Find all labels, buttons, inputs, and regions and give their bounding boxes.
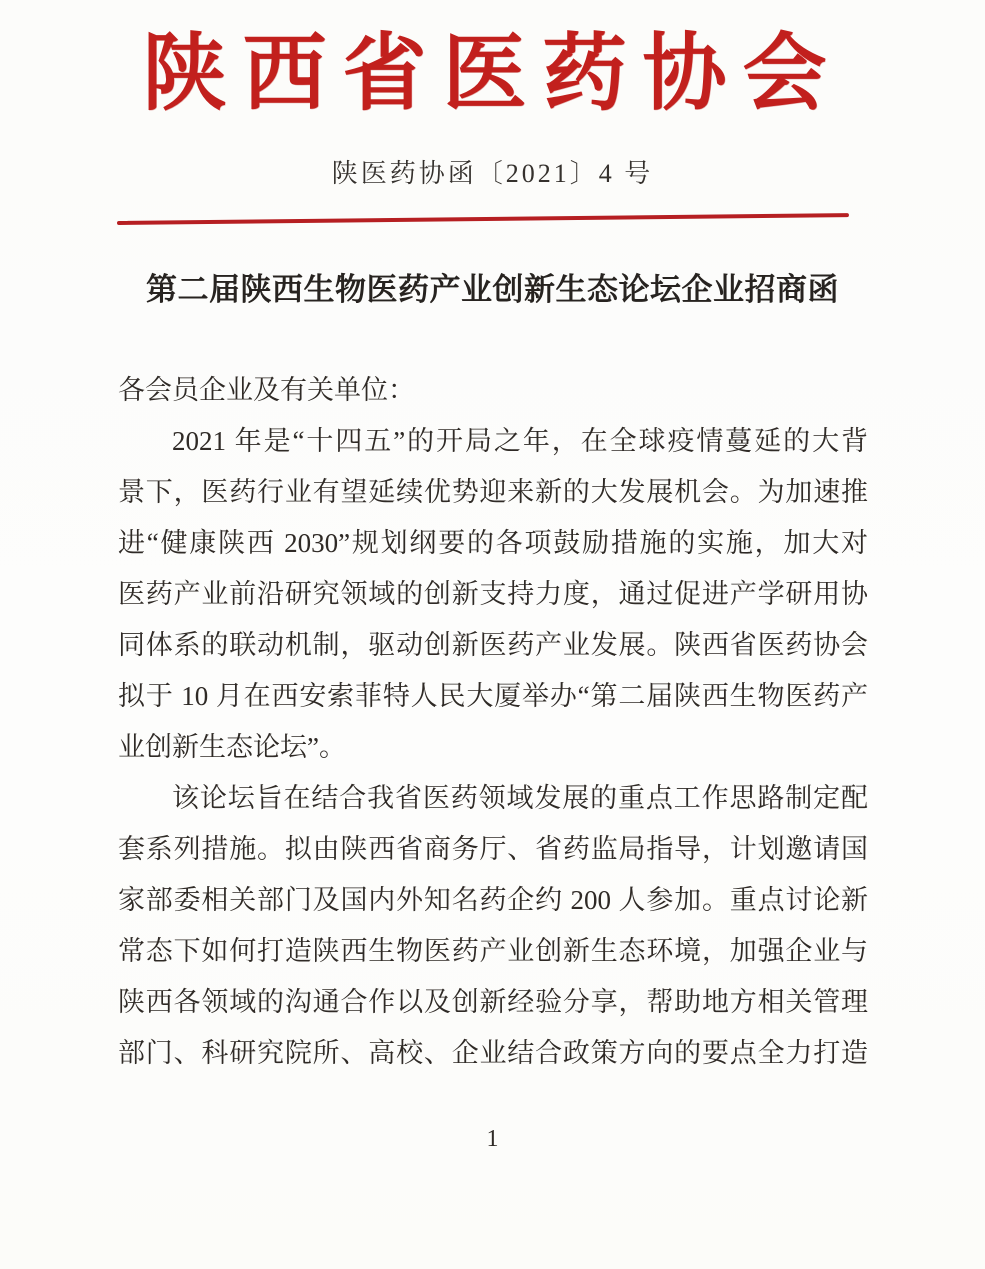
letter-body [118,365,868,1079]
organization-masthead: 陕西省医药协会 [142,28,843,121]
body-line: 业创新生态论坛”。 [118,732,346,762]
body-line: 同体系的联动机制，驱动创新医药产业发展。陕西省医药协会 [118,630,868,660]
body-line: 景下，医药行业有望延续优势迎来新的大发展机会。为加速推 [118,477,868,507]
body-line: 家部委相关部门及国内外知名药企约 200 人参加。重点讨论新 [118,885,868,915]
body-line: 部门、科研究院所、高校、企业结合政策方向的要点全力打造 [118,1038,868,1068]
letter-title: 第二届陕西生物医药产业创新生态论坛企业招商函 [146,272,839,307]
page-number: 1 [486,1126,499,1152]
body-line: 陕西各领域的沟通合作以及创新经验分享，帮助地方相关管理 [118,987,868,1017]
salutation: 各会员企业及有关单位： [118,375,415,405]
body-line: 套系列措施。拟由陕西省商务厅、省药监局指导，计划邀请国 [118,834,868,864]
body-line: 拟于 10 月在西安索菲特人民大厦举办“第二届陕西生物医药产 [118,681,868,711]
body-line: 该论坛旨在结合我省医药领域发展的重点工作思路制定配 [172,783,868,813]
red-divider-line [117,213,849,225]
body-line: 医药产业前沿研究领域的创新支持力度，通过促进产学研用协 [118,579,868,609]
body-line: 进“健康陕西 2030”规划纲要的各项鼓励措施的实施，加大对 [118,528,868,558]
body-line: 常态下如何打造陕西生物医药产业创新生态环境，加强企业与 [118,936,868,966]
document-reference-number: 陕医药协函〔2021〕4 号 [331,159,654,188]
body-line: 2021 年是“十四五”的开局之年，在全球疫情蔓延的大背 [172,426,868,456]
